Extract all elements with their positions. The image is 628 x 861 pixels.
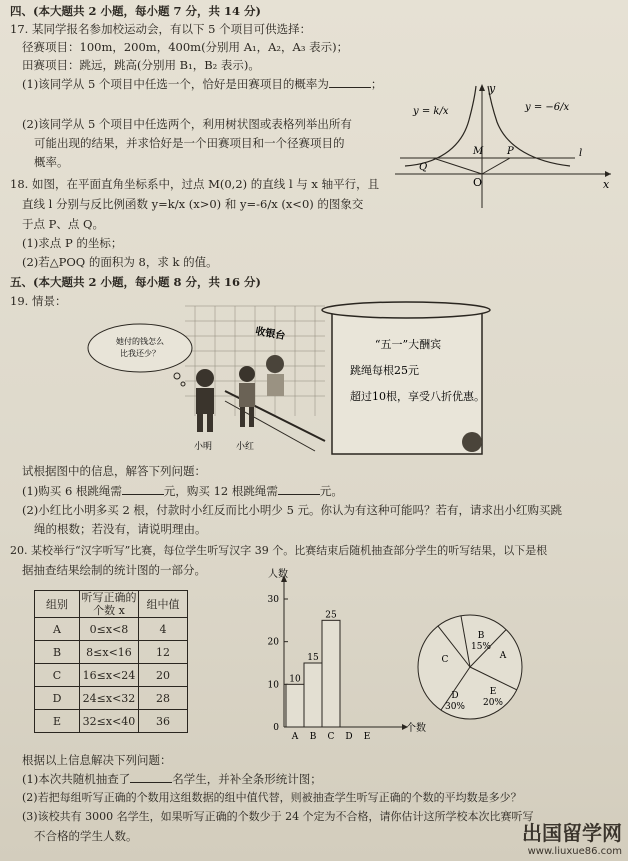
cashier-sign: 收银台 — [254, 326, 286, 343]
promo-title: “五一”大酬宾 — [374, 338, 442, 351]
answer-blank — [122, 483, 164, 495]
q19-label: 19. 情景： — [10, 294, 67, 308]
x-arrow-icon — [605, 171, 611, 177]
frequency-table — [34, 590, 188, 733]
table-row — [35, 664, 188, 687]
th-group: 组别 — [35, 591, 80, 618]
th-count: 听写正确的 个数 x — [81, 591, 137, 617]
scroll-top-roll — [322, 302, 490, 318]
table-cell-r: 0≤x<8 — [80, 618, 139, 641]
label-xiaohong: 小红 — [235, 442, 255, 452]
pie-pct-D: 30% — [444, 702, 466, 712]
th-mid: 组中值 — [139, 591, 188, 618]
table-cell-m: 36 — [139, 710, 188, 733]
segment-po — [482, 158, 510, 174]
bar-value-label: 10 — [289, 674, 301, 685]
bar-C — [322, 620, 340, 727]
table-cell-g: E — [35, 710, 80, 733]
pie-slice-C: C — [441, 655, 449, 665]
label-q: Q — [419, 162, 428, 173]
table-cell-g: D — [35, 687, 80, 710]
promo-price: 跳绳每根25元 — [350, 364, 419, 377]
label-m: M — [473, 146, 484, 157]
bar-xtick-label: A — [291, 732, 299, 742]
q17-line3: 田赛项目：跳远，跳高(分别用 B₁，B₂ 表示)。 — [22, 58, 260, 72]
answer-blank — [329, 76, 371, 88]
bar-ytick-label: 10 — [267, 680, 279, 691]
table-cell-m: 20 — [139, 664, 188, 687]
bar-A — [286, 684, 304, 727]
table-row — [35, 710, 188, 733]
q20-part1: (1)本次共随机抽查了 名学生，并补全条形统计图； — [22, 772, 322, 786]
q17-line2: 径赛项目：100m，200m，400m(分别用 A₁，A₂，A₃ 表示)； — [22, 40, 349, 54]
bar-xtick-label: D — [345, 732, 353, 742]
q18-line2: 直线 l 分别与反比例函数 y=k/x (x>0) 和 y=-6/x (x<0) 的图象交 — [22, 197, 364, 211]
watermark — [522, 817, 622, 857]
answer-blank — [130, 771, 172, 783]
label-f2: y = −6/x — [525, 102, 570, 113]
pie-slice-D: D — [451, 691, 459, 701]
q17-part2c: 概率。 — [34, 155, 69, 169]
bubble-text-1: 她付的钱怎么 — [116, 337, 164, 346]
label-x: x — [603, 178, 610, 191]
label-xiaoming: 小明 — [193, 442, 213, 452]
scroll-curl-icon — [462, 432, 482, 452]
table-row — [35, 641, 188, 664]
bar-value-label: 25 — [325, 610, 337, 621]
q18-part2: (2)若△POQ 的面积为 8，求 k 的值。 — [22, 255, 218, 269]
label-f1: y = k/x — [413, 106, 449, 117]
q18-part1: (1)求点 P 的坐标； — [22, 236, 123, 250]
bar-ylabel: 人数 — [268, 569, 288, 580]
table-cell-r: 16≤x<24 — [80, 664, 139, 687]
curve-pos — [488, 86, 570, 166]
table-cell-g: C — [35, 664, 80, 687]
q18-line3: 于点 P、点 Q。 — [22, 217, 104, 231]
q18-line1: 18. 如图，在平面直角坐标系中，过点 M(0,2) 的直线 l 与 x 轴平行，且 — [10, 177, 380, 191]
q20-intro: 根据以上信息解决下列问题： — [22, 753, 172, 767]
bubble-text-2: 比我还少？ — [120, 349, 160, 358]
speech-bubble — [88, 324, 192, 372]
pie-pct-B: 15% — [470, 642, 492, 652]
bar-value-label: 15 — [307, 653, 319, 663]
q17-part2a: (2)该同学从 5 个项目中任选两个，利用树状图或表格列举出所有 — [22, 117, 352, 131]
function-graph — [395, 80, 615, 210]
bar-xtick-label: B — [309, 732, 317, 742]
bar-chart — [250, 565, 426, 745]
section5-heading: 五、(本大题共 2 小题，每小题 8 分，共 16 分) — [10, 275, 261, 289]
promo-scroll — [322, 300, 494, 458]
label-p: P — [507, 146, 514, 157]
segment-qo — [433, 158, 482, 174]
curve-neg — [405, 86, 476, 166]
q20-part3a: (3)该校共有 3000 名学生，如果听写正确的个数少于 24 个定为不合格，请你估计这所学校本次比赛听写 — [22, 810, 534, 823]
table-row — [35, 687, 188, 710]
pie-slice-E: E — [489, 687, 497, 697]
label-y: y — [489, 82, 496, 95]
table-cell-r: 24≤x<32 — [80, 687, 139, 710]
table-cell-r: 8≤x<16 — [80, 641, 139, 664]
q19-part2b: 绳的根数；若没有，请说明理由。 — [34, 522, 207, 536]
table-cell-m: 28 — [139, 687, 188, 710]
promo-offer: 超过10根，享受八折优惠。 — [350, 390, 485, 403]
label-l: l — [579, 148, 583, 159]
q20-part2: (2)若把每组听写正确的个数用这组数据的组中值代替，则被抽查学生听写正确的个数的平均数是多少？ — [22, 791, 522, 804]
table-cell-g: B — [35, 641, 80, 664]
label-o: O — [473, 176, 483, 189]
bar-ytick-label: 0 — [273, 723, 279, 733]
q17-line1: 17. 某同学报名参加校运动会，有以下 5 个项目可供选择： — [10, 22, 312, 36]
pie-slice-B: B — [477, 631, 485, 641]
answer-blank — [278, 483, 320, 495]
pie-slice-A: A — [499, 651, 507, 661]
table-cell-m: 12 — [139, 641, 188, 664]
table-row — [35, 618, 188, 641]
q20-line1: 20. 某校举行“汉字听写”比赛，每位学生听写汉字 39 个。比赛结束后随机抽查部分学生的听写结果，以下是根 — [10, 544, 548, 557]
cashier-figure — [266, 355, 284, 396]
bar-xtick-label: E — [363, 732, 371, 742]
watermark-url: www.liuxue86.com — [527, 846, 622, 857]
watermark-name: 出国留学网 — [522, 821, 622, 845]
bar-xtick-label: C — [327, 732, 335, 742]
bar-xlabel: 个数 — [406, 723, 426, 734]
bar-ytick-label: 30 — [267, 595, 279, 605]
q19-part1: (1)购买 6 根跳绳需 元，购买 12 根跳绳需 元。 — [22, 484, 343, 498]
bar-B — [304, 663, 322, 727]
q17-part1: (1)该同学从 5 个项目中任选一个，恰好是田赛项目的概率为 ； — [22, 77, 383, 91]
xiaohong-figure — [239, 366, 255, 427]
q19-intro: 试根据图中的信息，解答下列问题： — [22, 464, 206, 478]
q17-part2b: 可能出现的结果，并求恰好是一个田赛项目和一个径赛项目的 — [34, 136, 345, 150]
q20-part3b: 不合格的学生人数。 — [34, 829, 138, 843]
pie-chart — [415, 612, 525, 722]
section4-heading: 四、(本大题共 2 小题，每小题 7 分，共 14 分) — [10, 4, 261, 18]
table-cell-g: A — [35, 618, 80, 641]
xiaoming-figure — [196, 369, 214, 432]
q20-line2: 据抽查结果绘制的统计图的一部分。 — [22, 563, 206, 577]
table-cell-m: 4 — [139, 618, 188, 641]
bar-ytick-label: 20 — [267, 637, 279, 648]
y-arrow-icon — [479, 84, 485, 91]
cartoon-scene — [85, 306, 335, 456]
pie-pct-E: 20% — [482, 698, 504, 708]
q19-part2a: (2)小红比小明多买 2 根，付款时小红反而比小明少 5 元。你认为有这种可能吗？若有，请求出小红购买跳 — [22, 503, 563, 517]
table-cell-r: 32≤x<40 — [80, 710, 139, 733]
scroll-body — [332, 308, 482, 454]
